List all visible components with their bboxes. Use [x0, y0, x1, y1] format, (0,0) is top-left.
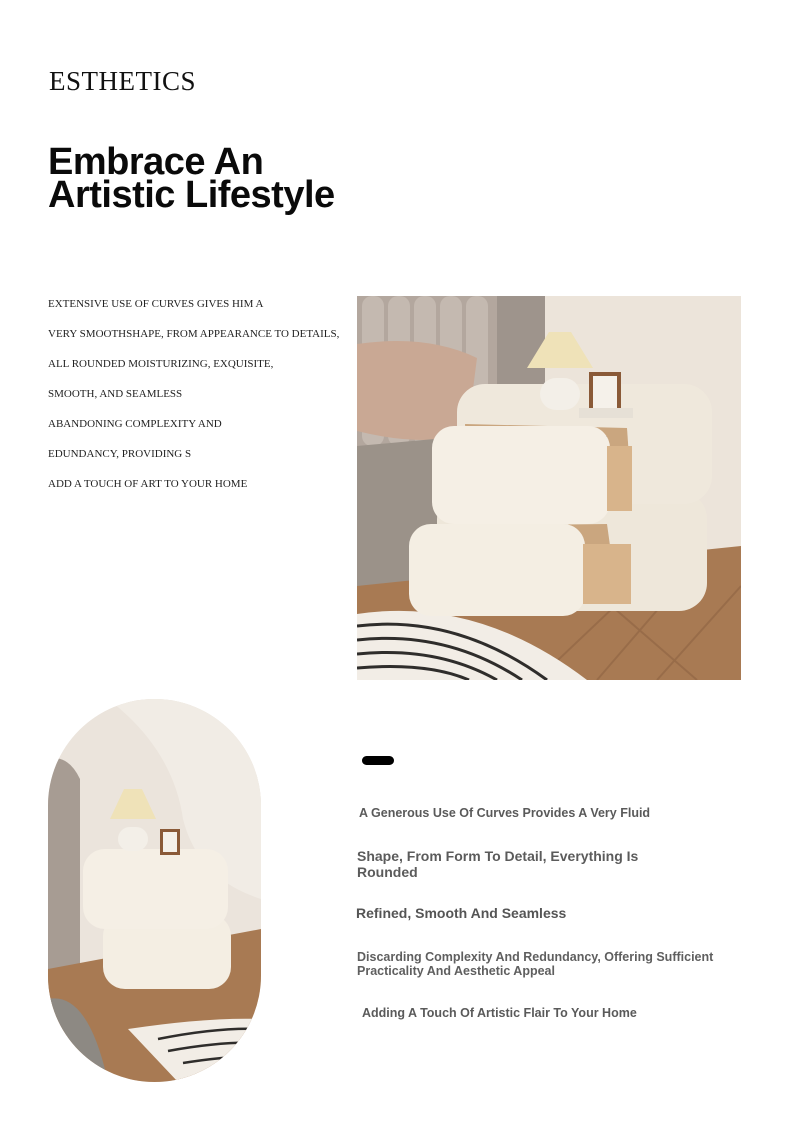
description-line: ADD A TOUCH OF ART TO YOUR HOME	[48, 478, 248, 490]
nightstand-photo	[357, 296, 741, 680]
description-line: EXTENSIVE USE OF CURVES GIVES HIM A	[48, 298, 264, 310]
description-line: ABANDONING COMPLEXITY AND	[48, 418, 222, 430]
headline-line-2: Artistic Lifestyle	[48, 174, 335, 216]
feature-text: Refined, Smooth And Seamless	[356, 905, 567, 921]
feature-text: Adding A Touch Of Artistic Flair To Your Home	[362, 1006, 637, 1020]
headline-line-1: Embrace An	[48, 141, 264, 183]
description-line: ALL ROUNDED MOISTURIZING, EXQUISITE,	[48, 358, 274, 370]
description-line: SMOOTH, AND SEAMLESS	[48, 388, 183, 400]
description-text	[48, 296, 339, 506]
feature-text: Discarding Complexity And Redundancy, Offering Sufficient Practicality And Aesthetic Appeal	[357, 950, 714, 978]
feature-text: A Generous Use Of Curves Provides A Very Fluid	[359, 806, 651, 820]
brand-title: ESTHETICS	[49, 66, 197, 96]
description-line: EDUNDANCY, PROVIDING S	[48, 448, 192, 460]
feature-text: Shape, From Form To Detail, Everything Is Rounded	[357, 848, 639, 880]
description-line: VERY SMOOTHSHAPE, FROM APPEARANCE TO DETAILS,	[48, 328, 340, 340]
nightstand-oval-photo	[48, 699, 261, 1082]
accent-pill	[362, 756, 394, 765]
headline	[48, 141, 335, 216]
